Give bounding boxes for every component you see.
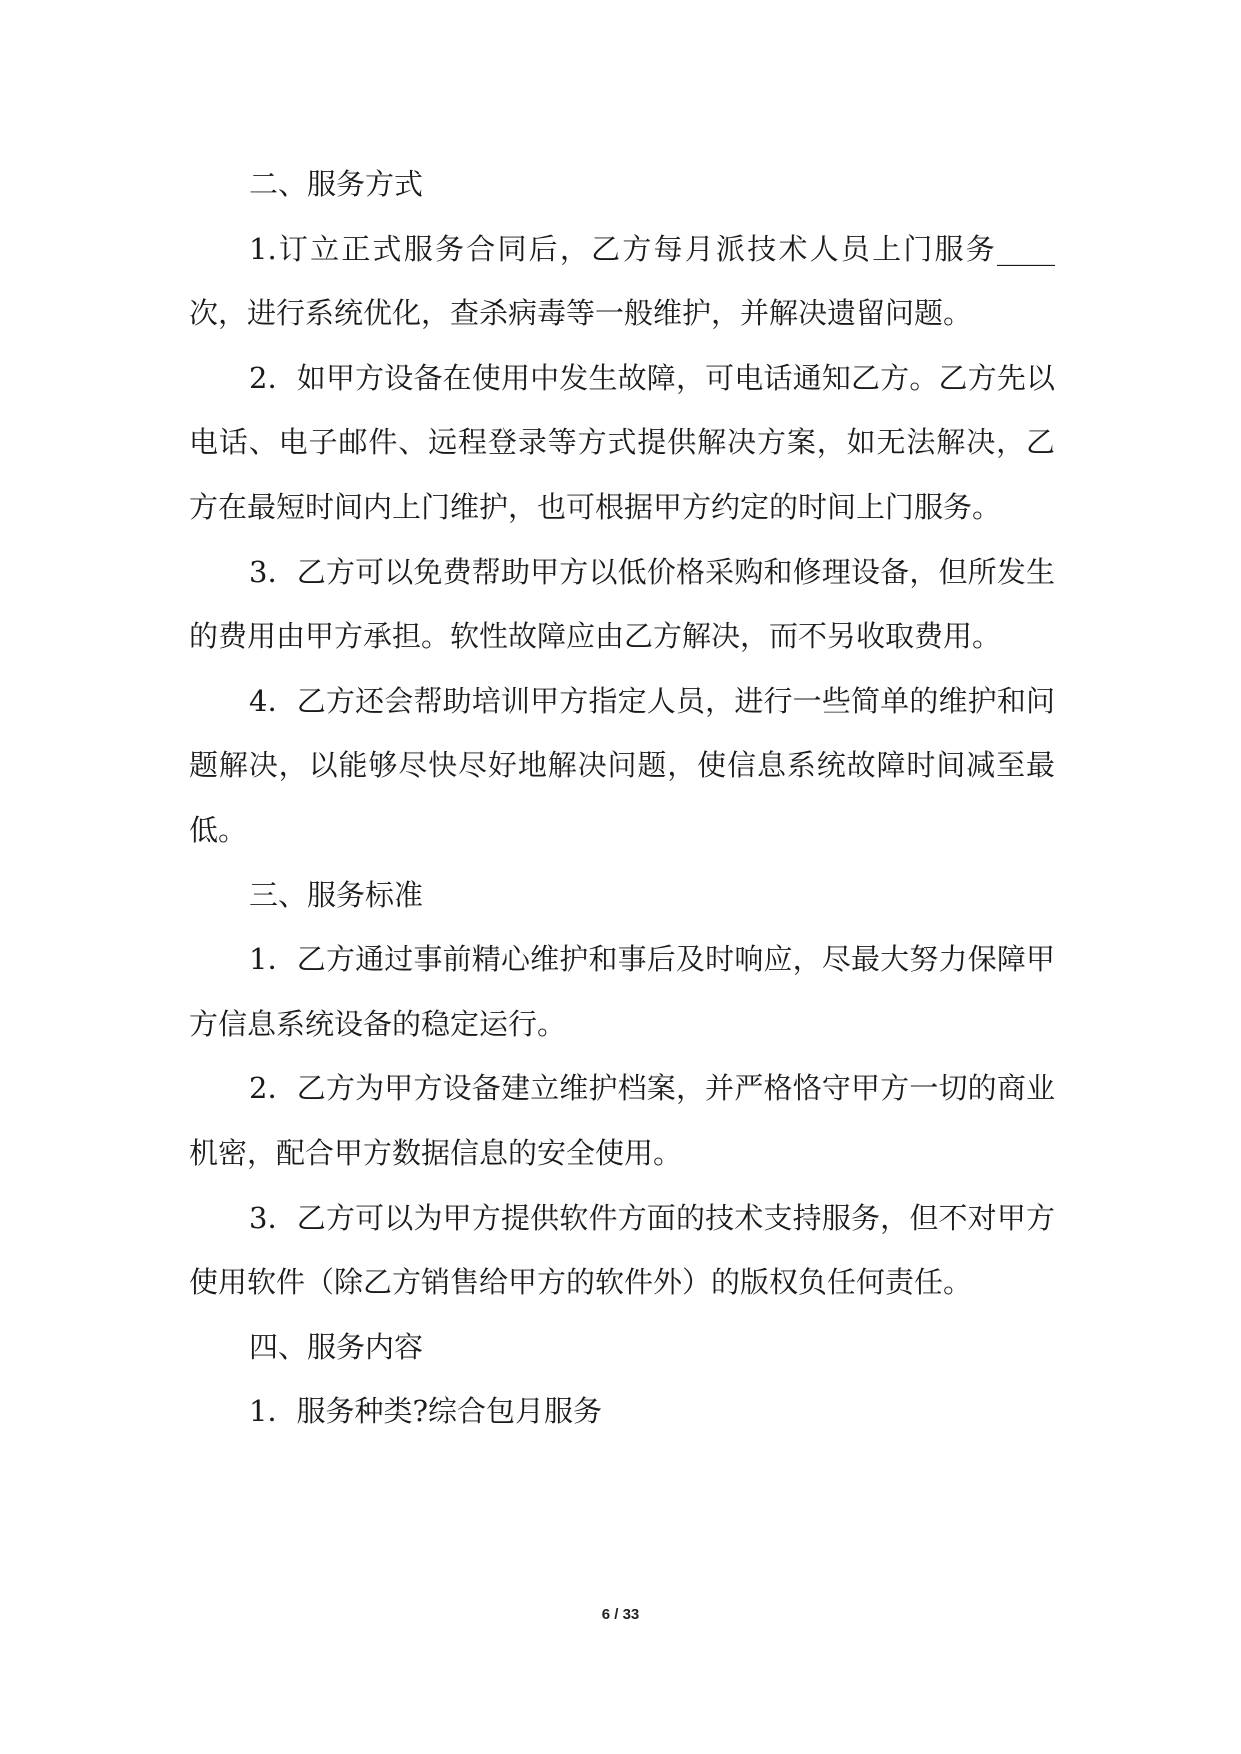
paragraph-service-standard-2: 2．乙方为甲方设备建立维护档案，并严格恪守甲方一切的商业机密，配合甲方数据信息的安全使用。 bbox=[189, 1071, 1055, 1170]
page-number: 6 / 33 bbox=[601, 1606, 640, 1623]
section-heading-service-method: 二、服务方式 bbox=[249, 167, 424, 201]
section-heading-service-standard: 三、服务标准 bbox=[249, 877, 424, 912]
section-heading-service-content: 四、服务内容 bbox=[249, 1329, 424, 1364]
paragraph-service-method-1: 1.订立正式服务合同后，乙方每月派技术人员上门服务____次，进行系统优化，查杀病毒等一般维护，并解决遗留问题。 bbox=[189, 231, 1055, 331]
document-body bbox=[189, 152, 1055, 1444]
paragraph-service-method-2: 2．如甲方设备在使用中发生故障，可电话通知乙方。乙方先以电话、电子邮件、远程登录等方式提供解决方案，如无法解决，乙方在最短时间内上门维护，也可根据甲方约定的时间上门服务。 bbox=[189, 360, 1055, 524]
paragraph-service-standard-1: 1．乙方通过事前精心维护和事后及时响应，尽最大努力保障甲方信息系统设备的稳定运行。 bbox=[189, 942, 1055, 1041]
paragraph-service-content-1: 1．服务种类?综合包月服务 bbox=[249, 1394, 602, 1429]
paragraph-service-method-3: 3．乙方可以免费帮助甲方以低价格采购和修理设备，但所发生的费用由甲方承担。软性故障应由乙方解决，而不另收取费用。 bbox=[189, 554, 1055, 654]
paragraph-service-standard-3: 3．乙方可以为甲方提供软件方面的技术支持服务，但不对甲方使用软件（除乙方销售给甲方的软件外）的版权负任何责任。 bbox=[189, 1200, 1055, 1300]
paragraph-service-method-4: 4．乙方还会帮助培训甲方指定人员，进行一些简单的维护和问题解决，以能够尽快尽好地解决问题，使信息系统故障时间减至最低。 bbox=[189, 683, 1055, 847]
